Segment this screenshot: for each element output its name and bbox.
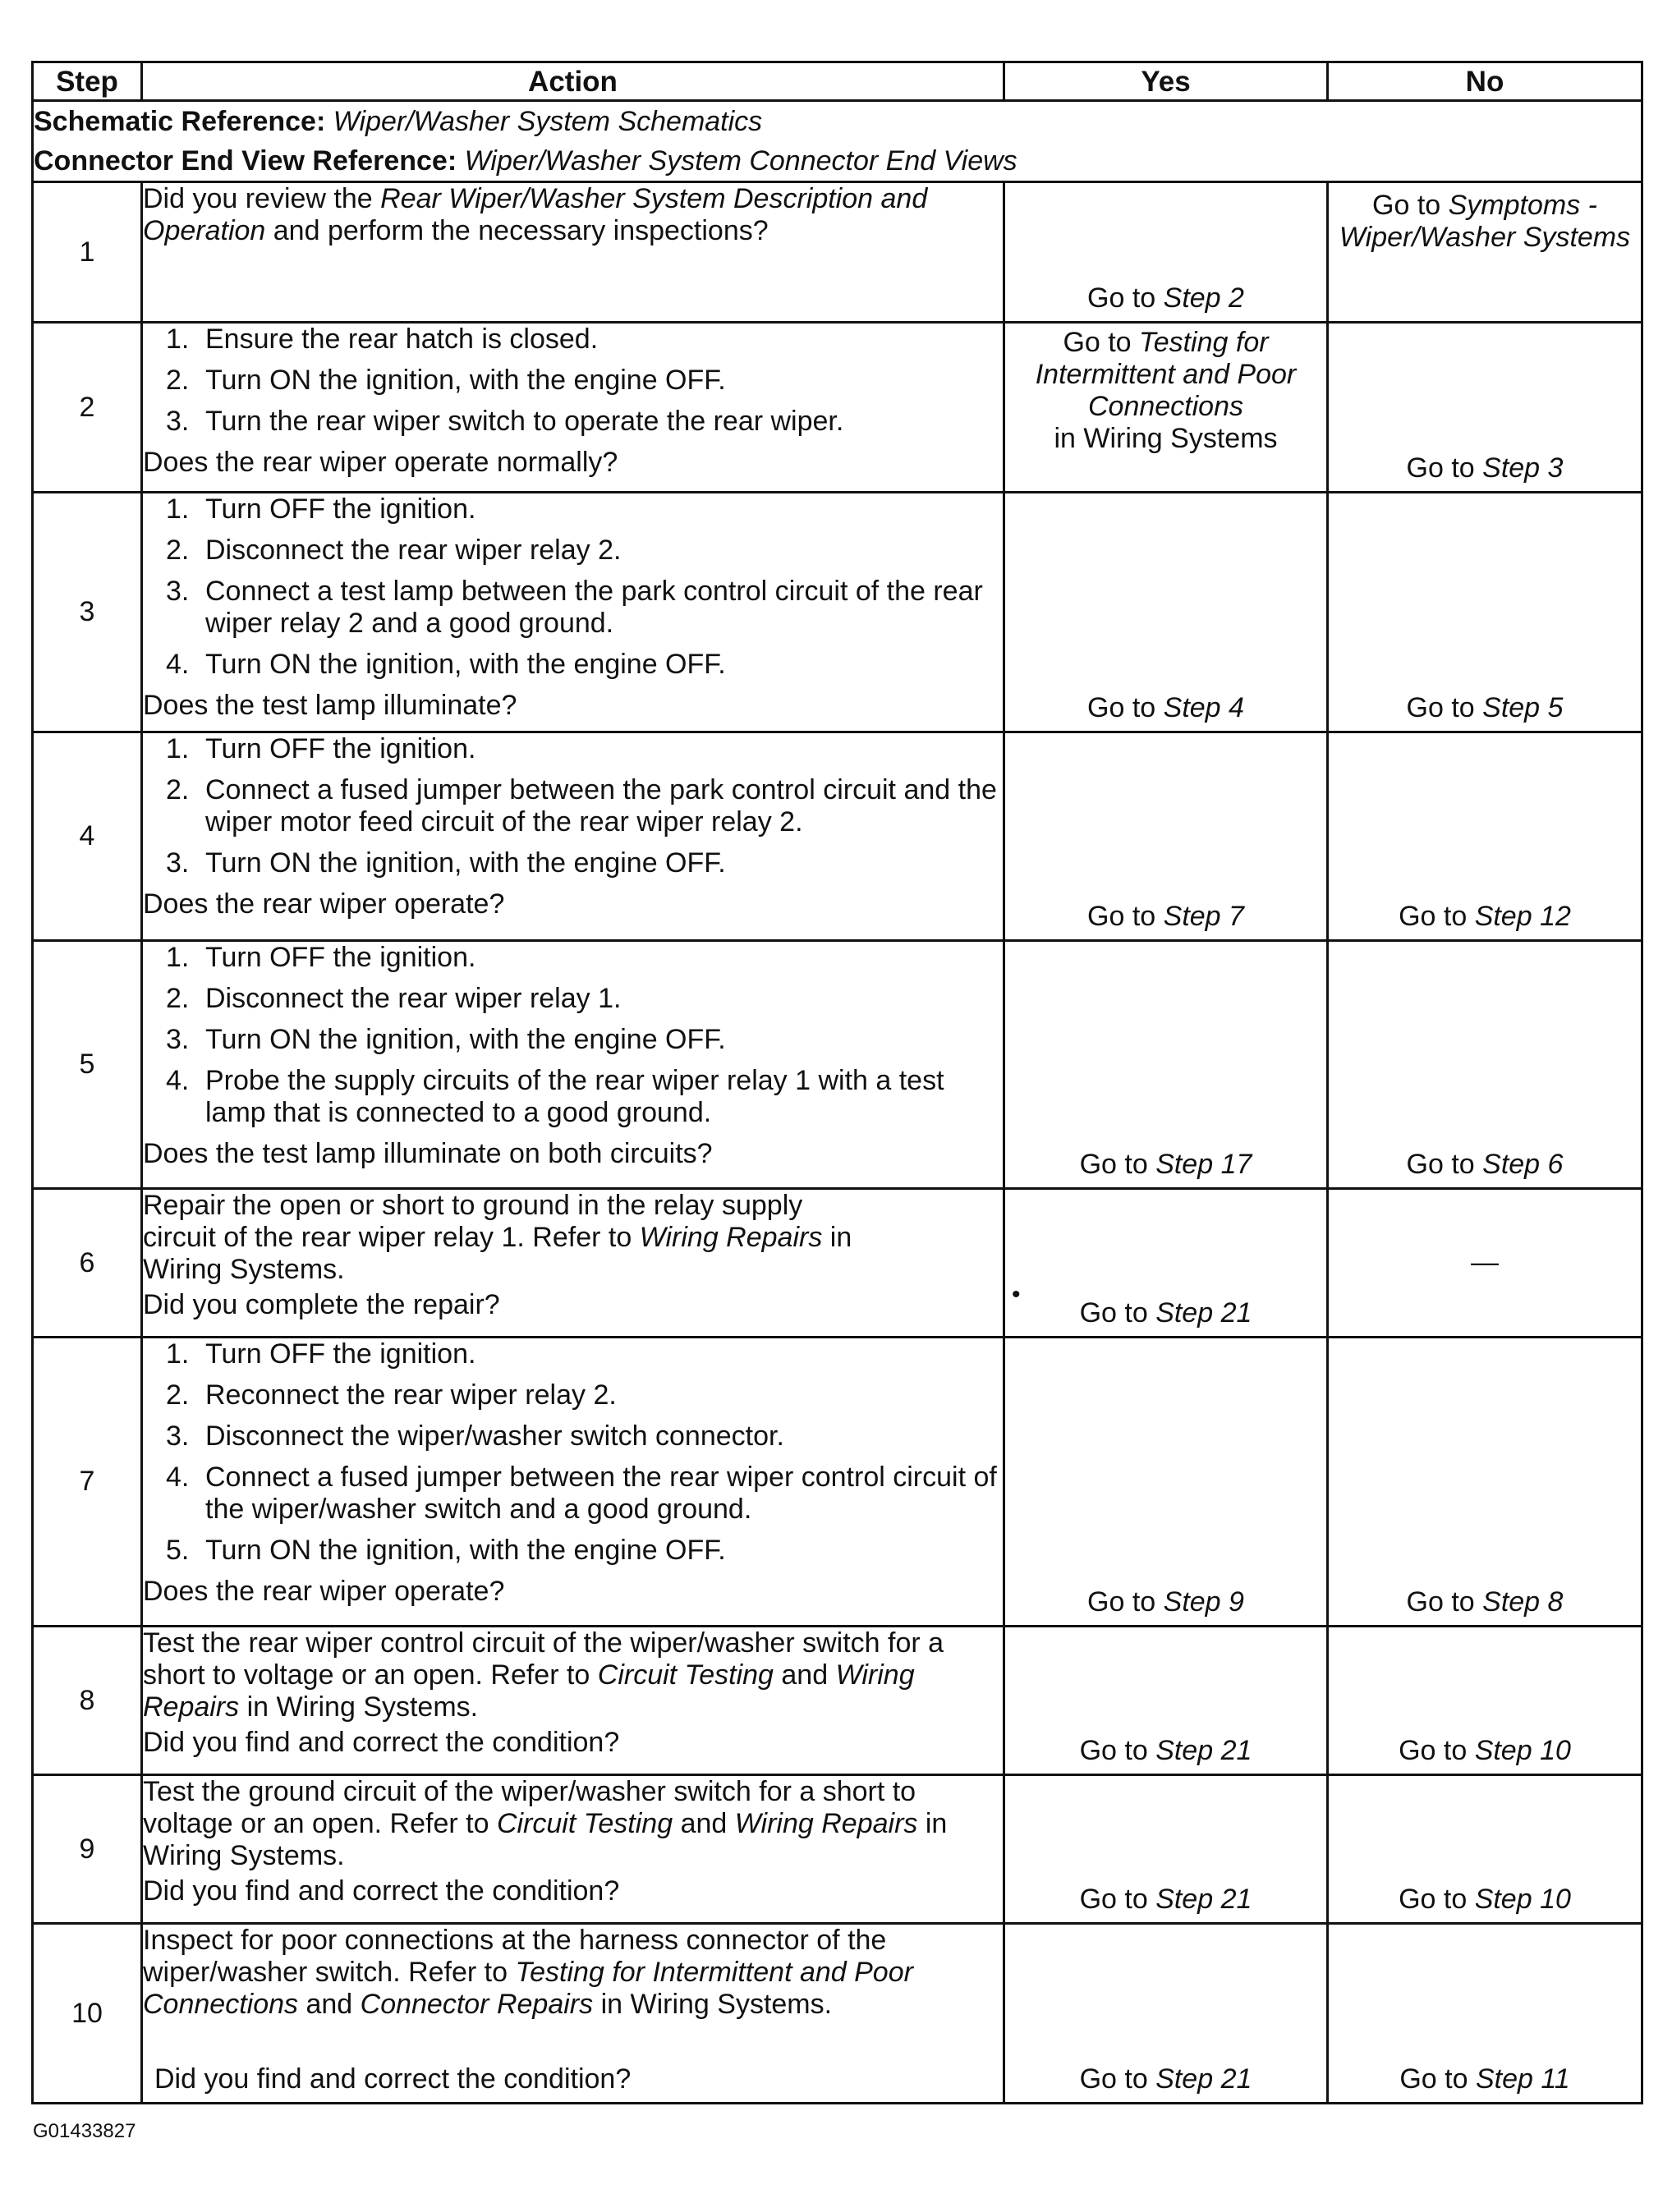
yes-cell xyxy=(1004,732,1328,941)
step-number: 1 xyxy=(33,182,142,323)
table-row-step-4 xyxy=(33,732,1642,941)
action-cell xyxy=(142,1924,1004,2104)
yes-result: Go to Testing for Intermittent and Poor Connections in Wiring Systems xyxy=(1035,327,1297,454)
step-link[interactable]: Step 12 xyxy=(1474,901,1571,932)
no-cell xyxy=(1328,1627,1642,1775)
yes-result: Go to Step 2 xyxy=(1087,282,1244,314)
substep: 1. Turn OFF the ignition. xyxy=(166,493,476,525)
substep: 4. Connect a fused jumper between the rear wiper control circuit of the wiper/washer switch and a good ground. xyxy=(166,1462,997,1525)
substep: 1. Ensure the rear hatch is closed. xyxy=(166,324,599,355)
reference-link[interactable]: Connector Repairs xyxy=(360,1989,594,2020)
action-cell xyxy=(142,323,1004,493)
schematic-reference-label: Schematic Reference: xyxy=(34,106,326,137)
yes-cell xyxy=(1004,323,1328,493)
substep-list xyxy=(143,324,1003,438)
no-result: Go to Step 3 xyxy=(1406,452,1564,484)
connector-reference-label: Connector End View Reference: xyxy=(34,145,457,177)
step-link[interactable]: Step 9 xyxy=(1163,1586,1244,1618)
step-link[interactable]: Step 8 xyxy=(1482,1586,1564,1618)
substep: 2. Disconnect the rear wiper relay 2. xyxy=(166,535,622,566)
substep: 2. Disconnect the rear wiper relay 1. xyxy=(166,983,622,1014)
no-result: Go to Step 11 xyxy=(1399,2063,1570,2095)
substep-list xyxy=(143,493,1003,681)
no-cell xyxy=(1328,1189,1642,1338)
step-link[interactable]: Step 2 xyxy=(1163,282,1244,314)
reference-link[interactable]: Testing for Intermittent and Poor Connections xyxy=(143,1957,913,2020)
step-link[interactable]: Step 10 xyxy=(1474,1735,1571,1766)
reference-link[interactable]: Wiring Repairs xyxy=(143,1659,915,1723)
step-number: 2 xyxy=(33,323,142,493)
action-text: Did you review the Rear Wiper/Washer System Description and Operation and perform the necessary inspections? xyxy=(143,183,928,246)
question: Does the test lamp illuminate? xyxy=(143,690,517,721)
step-number: 3 xyxy=(33,493,142,732)
substep: 1. Turn OFF the ignition. xyxy=(166,733,476,764)
header-action: Action xyxy=(142,62,1004,101)
yes-cell xyxy=(1004,182,1328,323)
header-row xyxy=(33,62,1642,101)
yes-cell xyxy=(1004,1189,1328,1338)
yes-cell xyxy=(1004,1924,1328,2104)
yes-result: Go to Step 9 xyxy=(1087,1586,1244,1618)
action-cell xyxy=(142,1189,1004,1338)
action-cell xyxy=(142,493,1004,732)
step-link[interactable]: Step 21 xyxy=(1155,1297,1252,1329)
connector-reference-link[interactable]: Wiper/Washer System Connector End Views xyxy=(464,145,1017,177)
step-link[interactable]: Step 6 xyxy=(1482,1149,1564,1180)
table-row-step-3 xyxy=(33,493,1642,732)
question: Does the rear wiper operate? xyxy=(143,888,505,920)
reference-link[interactable]: Rear Wiper/Washer System Description and Operation xyxy=(143,183,928,246)
substep-list xyxy=(143,733,1003,879)
step-link[interactable]: Step 5 xyxy=(1482,692,1564,723)
no-result: Go to Step 8 xyxy=(1406,1586,1564,1618)
diagnostic-table xyxy=(31,61,1643,2104)
yes-result: Go to Step 21 xyxy=(1079,1884,1252,1915)
yes-cell xyxy=(1004,1775,1328,1924)
action-cell xyxy=(142,941,1004,1189)
no-result: Go to Step 12 xyxy=(1399,901,1571,932)
action-cell xyxy=(142,182,1004,323)
action-cell xyxy=(142,1775,1004,1924)
action-cell xyxy=(142,1627,1004,1775)
yes-result: Go to Step 21 xyxy=(1079,1297,1252,1329)
yes-cell xyxy=(1004,493,1328,732)
bullet-mark: • xyxy=(1012,1281,1021,1308)
substep: 1. Turn OFF the ignition. xyxy=(166,942,476,973)
substep: 3. Connect a test lamp between the park control circuit of the rear wiper relay 2 and a good ground. xyxy=(166,576,983,639)
yes-result: Go to Step 21 xyxy=(1079,2063,1252,2095)
step-link[interactable]: Step 17 xyxy=(1155,1149,1252,1180)
step-link[interactable]: Step 21 xyxy=(1155,2063,1252,2095)
no-result: Go to Step 10 xyxy=(1399,1735,1571,1766)
table-row-step-8 xyxy=(33,1627,1642,1775)
table-row-step-2 xyxy=(33,323,1642,493)
reference-cell xyxy=(33,101,1642,182)
step-link[interactable]: Step 7 xyxy=(1163,901,1244,932)
table-row-step-5 xyxy=(33,941,1642,1189)
header-yes: Yes xyxy=(1004,62,1328,101)
step-number: 8 xyxy=(33,1627,142,1775)
yes-cell xyxy=(1004,1627,1328,1775)
reference-link[interactable]: Testing for Intermittent and Poor Connections xyxy=(1035,327,1297,422)
yes-cell xyxy=(1004,941,1328,1189)
yes-result: Go to Step 7 xyxy=(1087,901,1244,932)
action-text: Test the ground circuit of the wiper/washer switch for a short to voltage or an open. Refer to Circuit Testing and Wiring Repairs in Wiring Systems. xyxy=(143,1776,948,1871)
table-row-step-9 xyxy=(33,1775,1642,1924)
reference-link[interactable]: Wiring Repairs xyxy=(639,1222,823,1253)
step-link[interactable]: Step 11 xyxy=(1475,2063,1570,2095)
step-link[interactable]: Step 21 xyxy=(1155,1884,1252,1915)
substep: 3. Turn ON the ignition, with the engine OFF. xyxy=(166,847,726,879)
action-cell xyxy=(142,1338,1004,1627)
schematic-reference-link[interactable]: Wiper/Washer System Schematics xyxy=(333,106,763,137)
question: Did you find and correct the condition? xyxy=(143,1875,620,1907)
substep: 4. Turn ON the ignition, with the engine OFF. xyxy=(166,649,726,680)
no-cell xyxy=(1328,493,1642,732)
substep-list xyxy=(143,1338,1003,1567)
reference-link[interactable]: Circuit Testing xyxy=(597,1659,774,1691)
substep-list xyxy=(143,942,1003,1129)
substep: 4. Probe the supply circuits of the rear wiper relay 1 with a test lamp that is connected to a good ground. xyxy=(166,1065,944,1128)
substep: 3. Turn ON the ignition, with the engine OFF. xyxy=(166,1024,726,1055)
table-row-step-10 xyxy=(33,1924,1642,2104)
no-cell xyxy=(1328,1924,1642,2104)
no-result: Go to Step 6 xyxy=(1406,1149,1564,1180)
question: Does the test lamp illuminate on both circuits? xyxy=(143,1138,713,1169)
step-link[interactable]: Step 3 xyxy=(1482,452,1564,484)
reference-link[interactable]: Wiring Repairs xyxy=(734,1808,918,1839)
substep: 1. Turn OFF the ignition. xyxy=(166,1338,476,1370)
substep: 2. Connect a fused jumper between the park control circuit and the wiper motor feed circuit of the rear wiper relay 2. xyxy=(166,774,997,838)
diagnostic-table-container xyxy=(31,61,1641,2104)
no-cell xyxy=(1328,1775,1642,1924)
step-number: 6 xyxy=(33,1189,142,1338)
action-text: Inspect for poor connections at the harness connector of the wiper/washer switch. Refer to Testing for Intermittent and Poor Connections and Connector Repairs in Wiring Systems. xyxy=(143,1925,913,2020)
no-result: — xyxy=(1471,1246,1499,1278)
yes-result: Go to Step 21 xyxy=(1079,1735,1252,1766)
reference-link[interactable]: Circuit Testing xyxy=(496,1808,673,1839)
yes-result: Go to Step 4 xyxy=(1087,692,1244,723)
connector-reference xyxy=(34,141,1641,181)
no-cell xyxy=(1328,1338,1642,1627)
action-text: Repair the open or short to ground in the relay supply circuit of the rear wiper relay 1. Refer to Wiring Repairs in Wiring Systems. xyxy=(143,1190,852,1285)
step-link[interactable]: Step 4 xyxy=(1163,692,1244,723)
reference-row xyxy=(33,101,1642,182)
substep: 3. Turn the rear wiper switch to operate the rear wiper. xyxy=(166,406,844,437)
no-cell xyxy=(1328,182,1642,323)
substep: 5. Turn ON the ignition, with the engine OFF. xyxy=(166,1535,726,1566)
step-number: 7 xyxy=(33,1338,142,1627)
table-row-step-7 xyxy=(33,1338,1642,1627)
question: Does the rear wiper operate normally? xyxy=(143,447,618,478)
substep: 2. Reconnect the rear wiper relay 2. xyxy=(166,1379,617,1411)
yes-cell xyxy=(1004,1338,1328,1627)
table-row-step-6 xyxy=(33,1189,1642,1338)
action-cell xyxy=(142,732,1004,941)
no-result: Go to Step 10 xyxy=(1399,1884,1571,1915)
question: Did you find and correct the condition? xyxy=(143,1727,620,1758)
no-result: Go to Step 5 xyxy=(1406,692,1564,723)
figure-id: G01433827 xyxy=(33,2120,136,2142)
no-result: Go to Symptoms - Wiper/Washer Systems xyxy=(1339,190,1631,253)
reference-link[interactable]: Symptoms - Wiper/Washer Systems xyxy=(1339,190,1631,253)
question: Did you find and correct the condition? xyxy=(154,2063,632,2095)
step-link[interactable]: Step 21 xyxy=(1155,1735,1252,1766)
step-number: 5 xyxy=(33,941,142,1189)
substep: 2. Turn ON the ignition, with the engine OFF. xyxy=(166,365,726,396)
question: Does the rear wiper operate? xyxy=(143,1576,505,1607)
action-text: Test the rear wiper control circuit of the wiper/washer switch for a short to voltage or an open. Refer to Circuit Testing and Wiring Repairs in Wiring Systems. xyxy=(143,1627,944,1723)
no-cell xyxy=(1328,732,1642,941)
step-link[interactable]: Step 10 xyxy=(1474,1884,1571,1915)
header-step: Step xyxy=(33,62,142,101)
step-number: 10 xyxy=(33,1924,142,2104)
question: Did you complete the repair? xyxy=(143,1289,500,1320)
yes-result: Go to Step 17 xyxy=(1079,1149,1252,1180)
substep: 3. Disconnect the wiper/washer switch connector. xyxy=(166,1420,784,1452)
table-row-step-1 xyxy=(33,182,1642,323)
no-cell xyxy=(1328,323,1642,493)
no-cell xyxy=(1328,941,1642,1189)
step-number: 9 xyxy=(33,1775,142,1924)
step-number: 4 xyxy=(33,732,142,941)
header-no: No xyxy=(1328,62,1642,101)
schematic-reference xyxy=(34,102,1641,141)
